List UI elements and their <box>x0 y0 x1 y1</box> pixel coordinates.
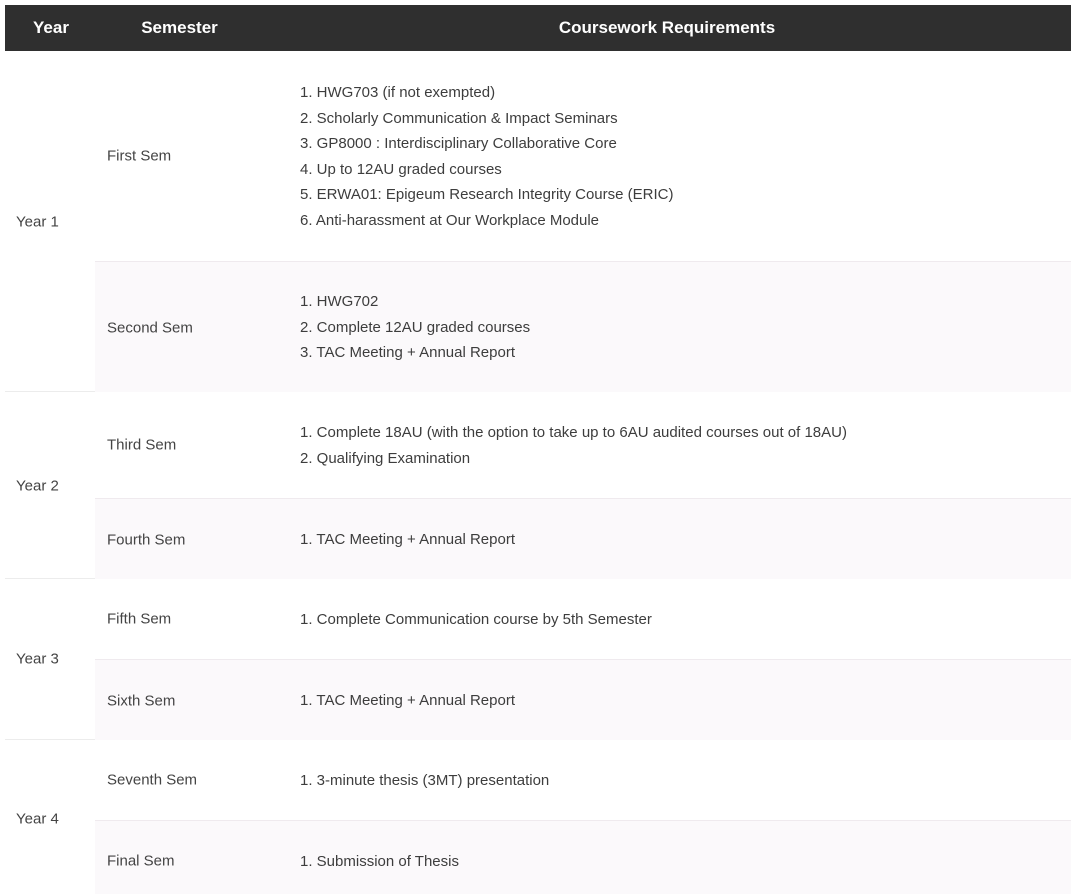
semester-row <box>95 392 1071 498</box>
table-header <box>5 5 1071 51</box>
requirements-list <box>300 768 1060 794</box>
requirement-item: 4. Up to 12AU graded courses <box>300 160 502 178</box>
requirement-item: 2. Scholarly Communication & Impact Seminars <box>300 109 618 127</box>
requirements-list <box>300 289 1060 366</box>
requirements-list <box>300 849 1060 875</box>
requirement-item: 2. Complete 12AU graded courses <box>300 318 531 336</box>
requirement-item: 3. GP8000 : Interdisciplinary Collaborative Core <box>300 135 617 153</box>
semester-label: Sixth Sem <box>107 692 176 710</box>
semester-label: Third Sem <box>107 436 177 454</box>
requirement-item: 3. TAC Meeting + Annual Report <box>300 344 515 362</box>
semester-label: Fourth Sem <box>107 531 186 549</box>
requirements-list <box>300 80 1060 234</box>
semester-row <box>95 820 1071 894</box>
semester-label: Fifth Sem <box>107 610 172 628</box>
requirement-item: 5. ERWA01: Epigeum Research Integrity Course (ERIC) <box>300 186 674 204</box>
year-group-1 <box>5 51 1071 392</box>
year-group-2 <box>5 392 1071 579</box>
header-semester: Semester <box>141 18 218 37</box>
year-label: Year 4 <box>16 810 59 828</box>
requirement-item: 1. HWG703 (if not exempted) <box>300 84 496 101</box>
requirements-list <box>300 420 1060 471</box>
requirement-item: 1. TAC Meeting + Annual Report <box>300 531 515 548</box>
header-requirements: Coursework Requirements <box>558 18 776 37</box>
requirements-list <box>300 688 1060 714</box>
semester-row <box>95 51 1071 261</box>
requirement-item: 1. TAC Meeting + Annual Report <box>300 692 515 709</box>
semester-row <box>95 579 1071 659</box>
header-year: Year <box>33 18 69 37</box>
year-group-3 <box>5 579 1071 740</box>
requirements-list <box>300 607 1060 633</box>
coursework-table <box>5 5 1071 894</box>
requirement-item: 1. 3-minute thesis (3MT) presentation <box>300 772 550 789</box>
year-label: Year 1 <box>16 213 59 231</box>
requirement-item: 1. HWG702 <box>300 293 379 310</box>
requirement-item: 6. Anti-harassment at Our Workplace Module <box>300 211 600 229</box>
requirement-item: 2. Qualifying Examination <box>300 449 471 467</box>
semester-label: First Sem <box>107 147 172 165</box>
requirement-item: 1. Submission of Thesis <box>300 853 459 870</box>
requirements-list <box>300 527 1060 553</box>
year-group-4 <box>5 740 1071 894</box>
requirement-item: 1. Complete Communication course by 5th Semester <box>300 611 652 628</box>
semester-row <box>95 659 1071 740</box>
semester-label: Second Sem <box>107 319 193 337</box>
semester-label: Seventh Sem <box>107 771 198 789</box>
requirement-item: 1. Complete 18AU (with the option to take up to 6AU audited courses out of 18AU) <box>300 424 847 441</box>
semester-row <box>95 740 1071 820</box>
year-label: Year 3 <box>16 650 59 668</box>
semester-row <box>95 261 1071 392</box>
year-label: Year 2 <box>16 477 59 495</box>
semester-label: Final Sem <box>107 852 175 870</box>
semester-row <box>95 498 1071 579</box>
table-body <box>5 51 1071 894</box>
